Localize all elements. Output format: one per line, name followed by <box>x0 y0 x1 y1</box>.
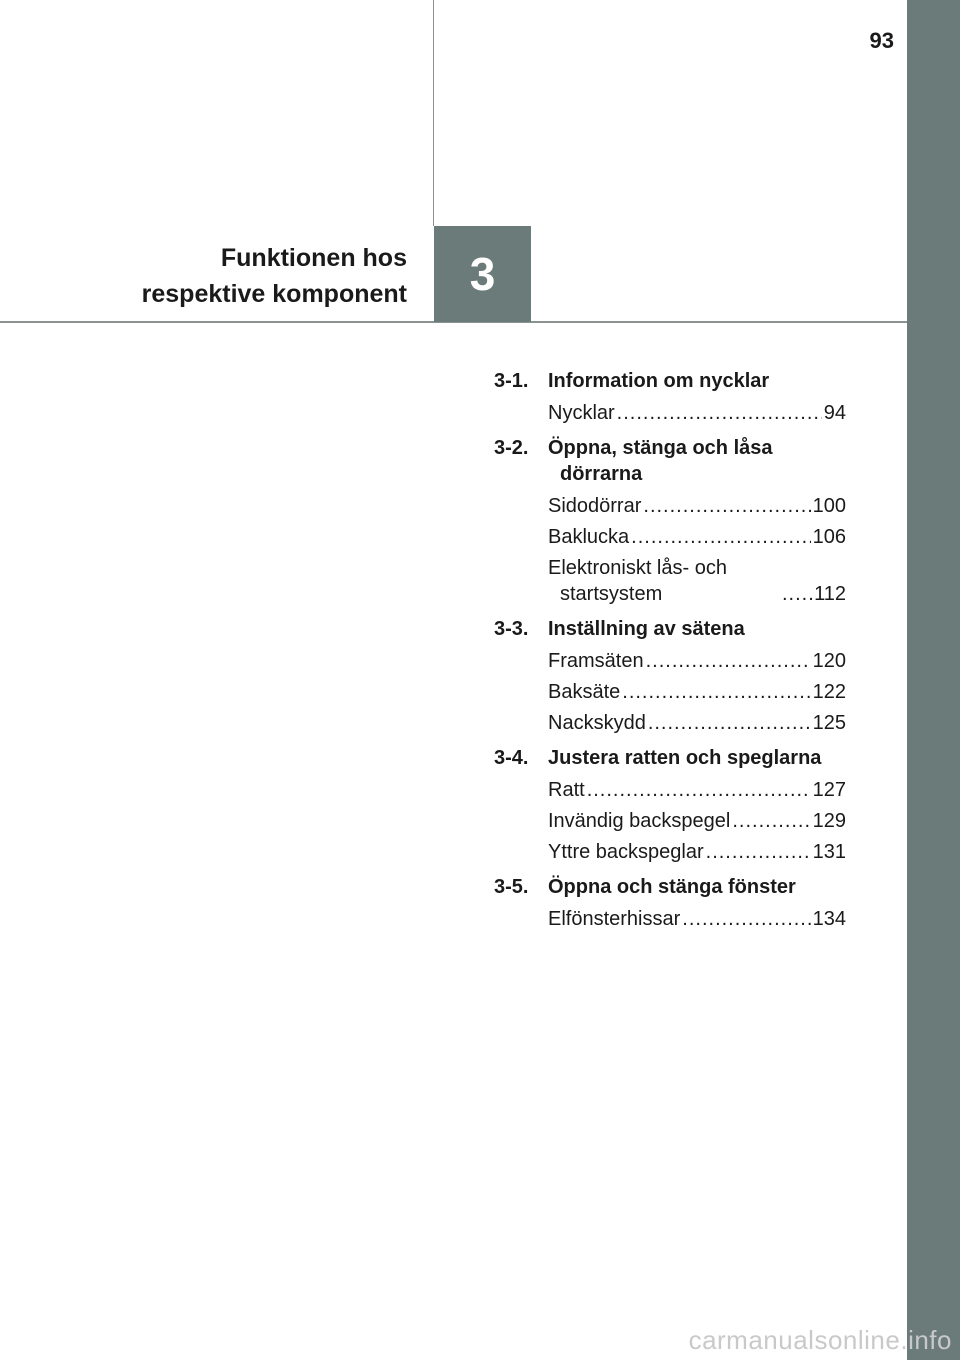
toc-section-heading[interactable] <box>494 745 846 771</box>
leader-dots <box>706 839 811 865</box>
toc-entry[interactable] <box>548 710 846 736</box>
toc-entry-page: 112 <box>814 583 846 605</box>
chapter-number: 3 <box>469 248 496 300</box>
toc-section-title: Öppna, stänga och låsa dörrarna <box>548 437 773 485</box>
toc-entry[interactable] <box>548 493 846 519</box>
toc-entry-text: Elfönsterhissar <box>548 908 681 930</box>
toc-entry-page: 106 <box>812 526 846 548</box>
toc-entry-page: 127 <box>812 779 846 801</box>
toc-entry-text: Sidodörrar <box>548 495 642 517</box>
toc-section-heading[interactable] <box>494 368 846 394</box>
side-tab-bar <box>907 0 960 1360</box>
leader-dots <box>646 648 811 674</box>
chapter-title-line2: respektive komponent <box>141 280 407 308</box>
toc-entry-text: Framsäten <box>548 650 644 672</box>
leader-dots <box>782 581 812 607</box>
toc-entry-text: Nycklar <box>548 402 615 424</box>
toc-entry-text: Ratt <box>548 779 585 801</box>
toc-section-title: Information om nycklar <box>548 370 770 392</box>
table-of-contents <box>494 368 846 941</box>
leader-dots <box>622 679 810 705</box>
toc-entry-text: Yttre backspeglar <box>548 841 704 863</box>
toc-section <box>494 435 846 607</box>
toc-entry[interactable] <box>548 839 846 865</box>
toc-section <box>494 616 846 736</box>
toc-entry-text: Baksäte <box>548 681 621 703</box>
toc-entry[interactable] <box>548 906 846 932</box>
toc-section-title: Inställning av sätena <box>548 618 745 640</box>
toc-section <box>494 368 846 426</box>
toc-entry[interactable] <box>548 679 846 705</box>
toc-entry[interactable] <box>548 648 846 674</box>
leader-dots <box>587 777 811 803</box>
toc-entry-page: 125 <box>812 712 846 734</box>
toc-section-number: 3-2. <box>494 437 529 459</box>
toc-section-number: 3-5. <box>494 876 529 898</box>
toc-entry-page: 129 <box>812 810 846 832</box>
watermark: carmanualsonline.info <box>688 1325 952 1355</box>
toc-entry[interactable] <box>548 555 846 607</box>
toc-entry-text: Baklucka <box>548 526 630 548</box>
toc-entry-page: 122 <box>812 681 846 703</box>
toc-section-number: 3-1. <box>494 370 529 392</box>
toc-section-heading[interactable] <box>494 874 846 900</box>
toc-entry-page: 134 <box>812 908 846 930</box>
chapter-title-line1: Funktionen hos <box>220 244 407 272</box>
chapter-number-box <box>434 226 531 322</box>
vertical-rule <box>433 0 434 226</box>
chapter-title <box>142 240 407 312</box>
leader-dots <box>732 808 810 834</box>
toc-section-number: 3-4. <box>494 747 529 769</box>
leader-dots <box>617 400 822 426</box>
toc-section-number: 3-3. <box>494 618 529 640</box>
leader-dots <box>631 524 810 550</box>
toc-entry-page: 131 <box>812 841 846 863</box>
page-number: 93 <box>869 28 894 53</box>
toc-entry-text: Elektroniskt lås- och startsystem <box>548 557 727 605</box>
toc-section-heading[interactable] <box>494 435 846 487</box>
leader-dots <box>643 493 810 519</box>
leader-dots <box>648 710 811 736</box>
toc-entry[interactable] <box>548 524 846 550</box>
toc-entry-text: Invändig backspegel <box>548 810 731 832</box>
toc-entry-text: Nackskydd <box>548 712 646 734</box>
toc-section-title: Öppna och stänga fönster <box>548 876 796 898</box>
toc-entry-page: 100 <box>812 495 846 517</box>
toc-entry-page: 94 <box>823 402 846 424</box>
toc-section <box>494 874 846 932</box>
toc-entry[interactable] <box>548 808 846 834</box>
toc-entry[interactable] <box>548 777 846 803</box>
toc-section <box>494 745 846 865</box>
toc-entry-page: 120 <box>812 650 846 672</box>
toc-entry[interactable] <box>548 400 846 426</box>
toc-section-heading[interactable] <box>494 616 846 642</box>
toc-section-title: Justera ratten och speglarna <box>548 747 822 769</box>
leader-dots <box>682 906 810 932</box>
